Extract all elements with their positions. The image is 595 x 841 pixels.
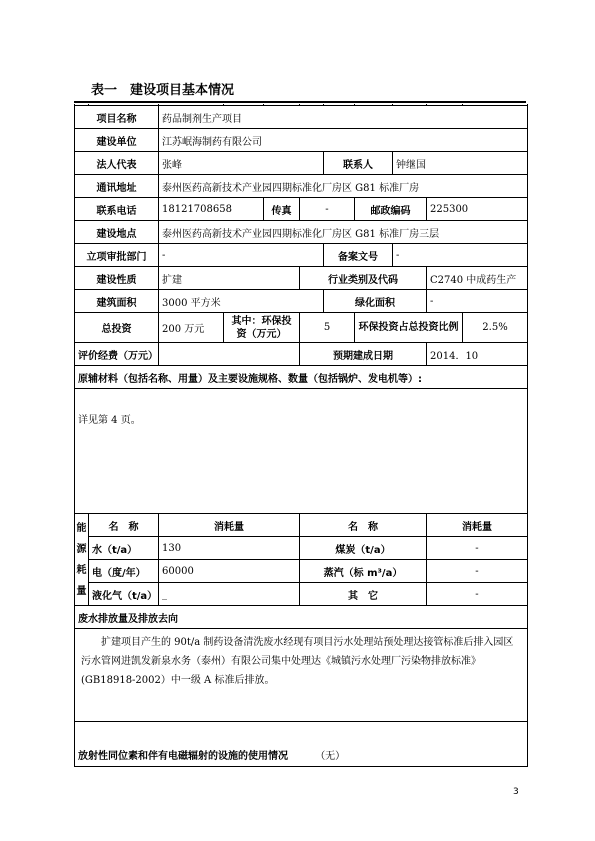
project-info-table <box>74 104 528 767</box>
row-investment <box>75 313 528 343</box>
energy-row <box>75 537 528 560</box>
fee-value <box>159 343 300 366</box>
row-site <box>75 221 528 244</box>
energy-header-name-1: 名 称 <box>89 514 159 537</box>
wastewater-title: 废水排放量及排放去向 <box>75 606 528 629</box>
nature-label: 建设性质 <box>75 267 159 290</box>
row-wastewater-title <box>75 606 528 629</box>
unit-label: 建设单位 <box>75 129 159 152</box>
fax-label: 传真 <box>264 198 300 221</box>
page-heading: 表一 建设项目基本情况 <box>91 83 235 98</box>
env-investment-value: 5 <box>300 313 355 343</box>
env-investment-label: 其中：环保投资（万元） <box>224 313 300 343</box>
row-project-name <box>75 106 528 129</box>
energy-name-other: 其 它 <box>300 583 427 606</box>
green-value: - <box>427 290 528 313</box>
energy-use-steam: - <box>427 560 528 583</box>
phone-label: 联系电话 <box>75 198 159 221</box>
top-rule <box>74 101 526 103</box>
record-value: - <box>393 244 528 267</box>
energy-name-coal: 煤炭（t/a） <box>300 537 427 560</box>
legal-value: 张峰 <box>159 152 324 175</box>
energy-header-use-1: 消耗量 <box>159 514 300 537</box>
area-value: 3000 平方米 <box>159 290 324 313</box>
energy-side-char-3: 耗 <box>76 564 87 576</box>
site-label: 建设地点 <box>75 221 159 244</box>
unit-value: 江苏岷海制药有限公司 <box>159 129 528 152</box>
env-ratio-label: 环保投资占总投资比例 <box>355 313 463 343</box>
energy-name-water: 水（t/a） <box>89 537 159 560</box>
page-number: 3 <box>513 787 519 797</box>
env-ratio-value: 2.5% <box>463 313 528 343</box>
energy-header-row <box>75 514 528 537</box>
investment-value: 200 万元 <box>159 313 224 343</box>
project-name-value: 药品制剂生产项目 <box>159 106 528 129</box>
approval-value: - <box>159 244 324 267</box>
contact-value: 钟继国 <box>393 152 528 175</box>
row-approval <box>75 244 528 267</box>
energy-name-lpg: 液化气（t/a） <box>89 583 159 606</box>
fee-label: 评价经费（万元） <box>75 343 159 366</box>
industry-label: 行业类别及代码 <box>300 267 427 290</box>
row-nature <box>75 267 528 290</box>
row-phone <box>75 198 528 221</box>
row-address <box>75 175 528 198</box>
approval-label: 立项审批部门 <box>75 244 159 267</box>
energy-use-other: - <box>427 583 528 606</box>
energy-name-steam: 蒸汽（标 m³/a） <box>300 560 427 583</box>
post-label: 邮政编码 <box>355 198 427 221</box>
energy-side-char-1: 能 <box>76 522 87 534</box>
legal-label: 法人代表 <box>75 152 159 175</box>
site-value: 泰州医药高新技术产业园四期标准化厂房区 G81 标准厂房三层 <box>159 221 528 244</box>
row-legal <box>75 152 528 175</box>
investment-label: 总投资 <box>75 313 159 343</box>
energy-header-name-2: 名 称 <box>300 514 427 537</box>
radiation-title: 放射性同位素和伴有电磁辐射的设施的使用情况 <box>78 751 288 762</box>
row-fee <box>75 343 528 366</box>
green-label: 绿化面积 <box>324 290 427 313</box>
energy-side-char-4: 量 <box>76 585 87 597</box>
date-value: 2014．10 <box>427 343 528 366</box>
row-materials-content <box>75 389 528 514</box>
address-label: 通讯地址 <box>75 175 159 198</box>
energy-row <box>75 583 528 606</box>
energy-use-water: 130 <box>159 537 300 560</box>
materials-title: 原辅材料（包括名称、用量）及主要设施规格、数量（包括锅炉、发电机等）: <box>75 366 528 389</box>
project-name-label: 项目名称 <box>75 106 159 129</box>
fax-value: - <box>300 198 355 221</box>
wastewater-content: 扩建项目产生的 90t/a 制药设备清洗废水经现有项目污水处理站预处理达接管标准后排入园区污水管网进凯发新泉水务（泰州）有限公司集中处理达《城镇污水处理厂污染物排放标准》(GB18918-2002）中一级 A 标准后排放。 <box>75 629 528 722</box>
energy-header-use-2: 消耗量 <box>427 514 528 537</box>
date-label: 预期建成日期 <box>300 343 427 366</box>
energy-use-lpg: _ <box>159 583 300 606</box>
materials-content: 详见第 4 页。 <box>75 389 528 514</box>
phone-value: 18121708658 <box>159 198 264 221</box>
row-wastewater-content <box>75 629 528 722</box>
record-label: 备案文号 <box>324 244 393 267</box>
energy-use-electricity: 60000 <box>159 560 300 583</box>
radiation-cell <box>75 722 528 767</box>
industry-value: C2740 中成药生产 <box>427 267 528 290</box>
energy-name-electricity: 电（度/年） <box>89 560 159 583</box>
energy-side-char-2: 源 <box>76 543 87 555</box>
post-value: 225300 <box>427 198 528 221</box>
energy-use-coal: - <box>427 537 528 560</box>
contact-label: 联系人 <box>324 152 393 175</box>
address-value: 泰州医药高新技术产业园四期标准化厂房区 G81 标准厂房 <box>159 175 528 198</box>
row-unit <box>75 129 528 152</box>
energy-side-label <box>75 514 89 606</box>
area-label: 建筑面积 <box>75 290 159 313</box>
nature-value: 扩建 <box>159 267 300 290</box>
energy-row <box>75 560 528 583</box>
row-materials-title <box>75 366 528 389</box>
radiation-value: （无） <box>315 751 346 762</box>
row-area <box>75 290 528 313</box>
row-radiation <box>75 722 528 767</box>
